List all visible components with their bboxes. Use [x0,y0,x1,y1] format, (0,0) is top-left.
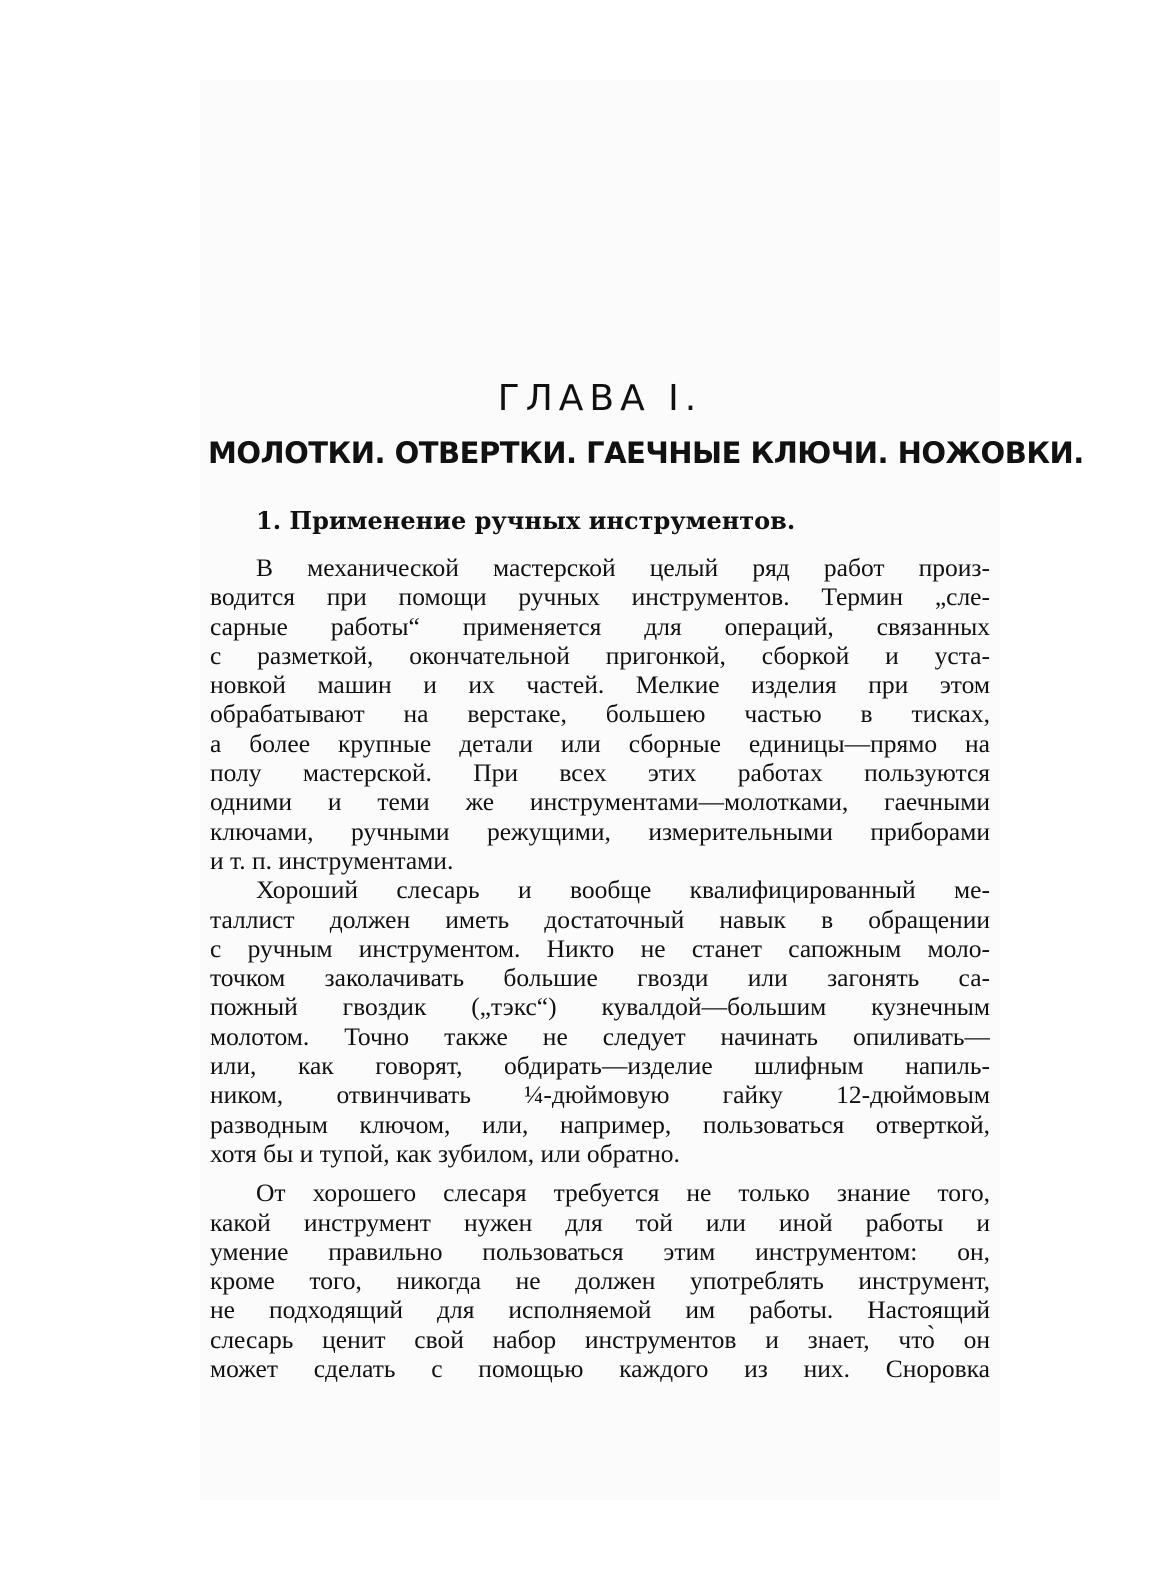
text-line: точком заколачивать большие гвозди или загонять са- [210,963,990,993]
paragraph-gap [210,1168,990,1178]
text-line: Хороший слесарь и вообще квалифицированный ме- [256,875,990,905]
text-line: какой инструмент нужен для той или иной работы и [210,1207,990,1237]
text-line: кроме того, никогда не должен употреблять инструмент, [210,1266,990,1296]
text-line: От хорошего слесаря требуется не только знание того, [256,1178,990,1208]
text-line: хотя бы и тупой, как зубилом, или обратно. [210,1138,680,1168]
text-line: сарные работы“ применяется для операций, связанных [210,611,990,641]
text-line: умение правильно пользоваться этим инструментом: он, [210,1236,990,1266]
text-line: обрабатывают на верстаке, большею частью в тисках, [210,699,990,729]
chapter-label: ГЛАВА I. [497,378,703,419]
body-text [210,553,990,1383]
text-line: пожный гвоздик („тэкс“) кувалдой—большим кузнечным [210,992,990,1022]
text-line: с ручным инструментом. Никто не станет сапожным моло- [210,933,990,963]
text-line: таллист должен иметь достаточный навык в обращении [210,904,990,934]
text-line: не подходящий для исполняемой им работы. Настоящий [210,1295,990,1325]
section-title: 1. Применение ручных инструментов. [256,506,796,535]
text-line: В механической мастерской целый ряд работ произ- [256,553,990,582]
text-line: а более крупные детали или сборные единицы—прямо на [210,728,990,758]
text-line: разводным ключом, или, например, пользоваться отверткой, [210,1109,990,1139]
text-line: и т. п. инструментами. [210,845,454,875]
text-line: ником, отвинчивать ¼-дюймовую гайку 12-дюймовым [210,1080,990,1110]
text-line: с разметкой, окончательной пригонкой, сборкой и уста- [210,640,990,670]
text-line: полу мастерской. При всех этих работах пользуются [210,758,990,788]
text-line: одними и теми же инструментами—молотками, гаечными [210,787,990,817]
text-line: ключами, ручными режущими, измерительными приборами [210,816,990,846]
chapter-title: МОЛОТКИ. ОТВЕРТКИ. ГАЕЧНЫЕ КЛЮЧИ. НОЖОВКИ. [208,436,1084,470]
text-line: может сделать с помощью каждого из них. Сноровка [210,1354,990,1384]
text-line: водится при помощи ручных инструментов. Термин „сле- [210,582,990,612]
text-line: новкой машин и их частей. Мелкие изделия при этом [210,670,990,700]
text-line: молотом. Точно также не следует начинать опиливать— [210,1021,990,1051]
text-line: или, как говорят, обдирать—изделие шлифным напиль- [210,1051,990,1081]
text-line: слесарь ценит свой набор инструментов и знает, что̀ он [210,1324,990,1354]
